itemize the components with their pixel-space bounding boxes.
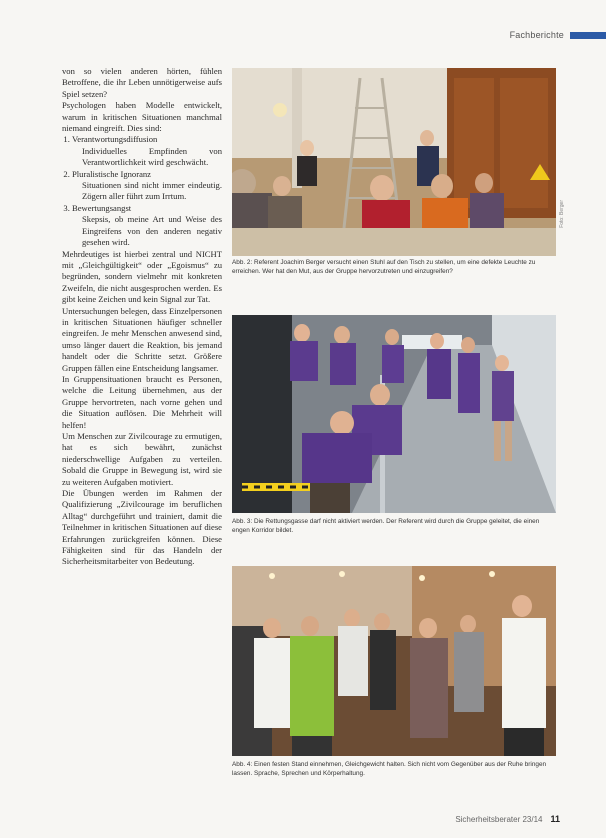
list-item-title: Verantwortungsdiffusion <box>72 134 158 145</box>
figure-3-photo <box>232 566 556 756</box>
page-number: 11 <box>550 814 560 824</box>
paragraph: In Gruppensituationen braucht es Personen, welche die Leitung übernehmen, aus der Gruppe hervortreten, nach vorne gehen und die Situation auflösen. Die Mehrheit will helfen! <box>62 373 222 430</box>
page-footer <box>455 814 560 824</box>
article-text-column <box>62 66 222 806</box>
paragraph: von so vielen anderen hörten, fühlen Betroffene, die ihr Leben unnötigerweise aufs Spiel setzen? <box>62 66 222 99</box>
figure-3-caption: Abb. 4: Einen festen Stand einnehmen, Gleichgewicht halten. Sich nicht vom Gegenüber aus der Ruhe bringen lassen. Sprache, Sprechen und Körperhaltung. <box>232 761 547 777</box>
paragraph: Die Übungen werden im Rahmen der Qualifizierung „Zivilcourage im beruflichen Alltag“ durchgeführt und trainiert, damit die Teilnehmer in kritischen Situationen auf diese Erfahrungen zurückgreifen können. Diese Fähigkeiten sind für das Handeln der Sicherheitsmitarbeiter von Bedeutung. <box>62 488 222 567</box>
list-item-text: Skepsis, ob meine Art und Weise des Eingreifens von den anderen negativ gesehen wird. <box>82 214 222 248</box>
section-accent-bar <box>570 32 606 39</box>
list-item <box>72 203 222 249</box>
list-item-text: Situationen sind nicht immer eindeutig. Zögern aller führt zum Irrtum. <box>82 180 222 202</box>
bystander-factors-list <box>62 134 222 248</box>
figure-2-caption: Abb. 3: Die Rettungsgasse darf nicht aktiviert werden. Der Referent wird durch die Gruppe geleitet, die einen engen Korridor bildet. <box>232 518 540 534</box>
photo-credit: Foto: Berger <box>559 200 565 228</box>
list-item <box>72 134 222 168</box>
section-header <box>510 28 606 42</box>
paragraph: Psychologen haben Modelle entwickelt, warum in kritischen Situationen manchmal niemand eingreift. Dies sind: <box>62 100 222 134</box>
list-item-title: Pluralistische Ignoranz <box>72 168 151 179</box>
list-item <box>72 169 222 203</box>
paragraph: Mehrdeutiges ist hierbei zentral und NICHT mit „Gleichgültigkeit“ oder „Egoismus“ zu begründen, sondern vielmehr mit konkreten Zweifeln, die nicht ausgesprochen werden. Es gibt keine Zeichen und kein Signal zur Tat. <box>62 248 222 305</box>
figure-2-photo <box>232 315 556 513</box>
list-item-text: Individuelles Empfinden von Verantwortlichkeit wird geschwächt. <box>82 145 222 168</box>
list-item-title: Bewertungsangst <box>72 202 132 213</box>
paragraph: Untersuchungen belegen, dass Einzelpersonen in kritischen Situationen häufiger schneller eingreifen. Je mehr Menschen anwesend sind, umso länger dauert die Reaktion, bis jemand handelt oder die Schritte setzt. Größere Gruppen fällen eine Entscheidung langsamer. <box>62 305 222 373</box>
figure-1-photo <box>232 68 556 256</box>
paragraph: Um Menschen zur Zivilcourage zu ermutigen, hat es sich bewährt, zunächst niederschwellige Aufgaben zu verteilen. Sobald die Gruppe in Bewegung ist, wird sie zu weiteren Aufgaben motiviert. <box>62 431 222 487</box>
figure-1-caption: Abb. 2: Referent Joachim Berger versucht einen Stuhl auf den Tisch zu stellen, um eine defekte Leuchte zu erreichen. Wer hat den Mut, aus der Gruppe hervorzutreten und einzugreifen? <box>232 259 536 275</box>
magazine-issue: Sicherheitsberater 23/14 <box>455 815 543 824</box>
section-label: Fachberichte <box>509 30 564 40</box>
